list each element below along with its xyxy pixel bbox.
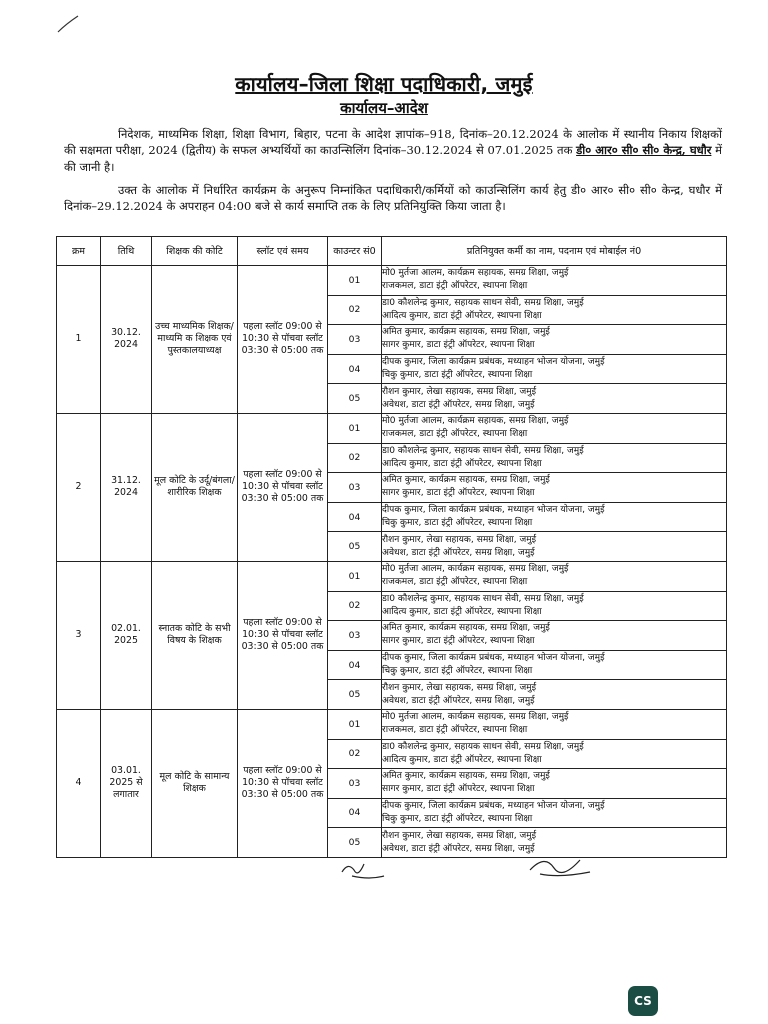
staff-cell [382, 295, 727, 325]
date-cell: 31.12. 2024 [101, 413, 152, 561]
counter-number: 05 [328, 828, 382, 858]
header-slot: स्लॉट एवं समय [238, 237, 328, 266]
staff-line: अमित कुमार, कार्यक्रम सहायक, समग्र शिक्षा, जमुई [382, 327, 550, 338]
order-heading: कार्यालय–आदेश [340, 99, 428, 117]
staff-line: रौशन कुमार, लेखा सहायक, समग्र शिक्षा, जमुई [382, 682, 537, 693]
counter-number: 04 [328, 354, 382, 384]
staff-line: अवेधश, डाटा इंट्री ऑपरेटर, समग्र शिक्षा, जमुई [382, 399, 535, 410]
table-row [57, 266, 727, 296]
staff-line: मो0 मुर्तजा आलम, कार्यक्रम सहायक, समग्र शिक्षा, जमुई [382, 416, 569, 427]
staff-cell [382, 798, 727, 828]
category-cell: स्नातक कोटि के सभी विषय के शिक्षक [152, 561, 238, 709]
staff-line: सागर कुमार, डाटा इंट्री ऑपरेटर, स्थापना शिक्षा [382, 340, 535, 351]
staff-line: आदित्य कुमार, डाटा इंट्री ऑपरेटर, स्थापना शिक्षा [382, 310, 542, 321]
staff-cell [382, 354, 727, 384]
slot-cell: पहला स्लॉट 09:00 से 10:30 से पॉचवा स्लॉट 03:30 से 05:00 तक [238, 266, 328, 414]
date-cell: 02.01. 2025 [101, 561, 152, 709]
staff-cell [382, 680, 727, 710]
slot-cell: पहला स्लॉट 09:00 से 10:30 से पॉचवा स्लॉट 03:30 से 05:00 तक [238, 561, 328, 709]
table-row [57, 561, 727, 591]
staff-line: दीपक कुमार, जिला कार्यक्रम प्रबंधक, मध्याहन भोजन योजना, जमुई [382, 653, 605, 664]
staff-cell [382, 769, 727, 799]
counter-number: 03 [328, 325, 382, 355]
staff-line: अमित कुमार, कार्यक्रम सहायक, समग्र शिक्षा, जमुई [382, 771, 550, 782]
staff-line: मो0 मुर्तजा आलम, कार्यक्रम सहायक, समग्र शिक्षा, जमुई [382, 564, 569, 575]
category-cell: उच्च माध्यमिक शिक्षक/माध्यमि क शिक्षक एवं पुस्तकालयाध्यक्ष [152, 266, 238, 414]
staff-line: चिकु कुमार, डाटा इंट्री ऑपरेटर, स्थापना शिक्षा [382, 518, 533, 529]
page-title: कार्यालय–जिला शिक्षा पदाधिकारी, जमुई [235, 72, 533, 96]
counter-number: 03 [328, 769, 382, 799]
staff-line: राजकमल, डाटा इंट्री ऑपरेटर, स्थापना शिक्षा [382, 725, 528, 736]
serial-cell: 1 [57, 266, 101, 414]
deployment-paragraph [64, 182, 722, 215]
staff-line: डा0 कौशलेन्द्र कुमार, सहायक साधन सेवी, समग्र शिक्षा, जमुई [382, 445, 584, 456]
staff-line: दीपक कुमार, जिला कार्यक्रम प्रबंधक, मध्याहन भोजन योजना, जमुई [382, 800, 605, 811]
counter-number: 02 [328, 295, 382, 325]
counter-number: 03 [328, 621, 382, 651]
staff-line: सागर कुमार, डाटा इंट्री ऑपरेटर, स्थापना शिक्षा [382, 488, 535, 499]
venue-name: डी० आर० सी० सी० केन्द्र, घधौर [576, 143, 712, 158]
staff-line: डा0 कौशलेन्द्र कुमार, सहायक साधन सेवी, समग्र शिक्षा, जमुई [382, 741, 584, 752]
staff-cell [382, 561, 727, 591]
signature [340, 850, 600, 890]
staff-line: डा0 कौशलेन्द्र कुमार, सहायक साधन सेवी, समग्र शिक्षा, जमुई [382, 297, 584, 308]
table-row [57, 709, 727, 739]
staff-line: राजकमल, डाटा इंट्री ऑपरेटर, स्थापना शिक्षा [382, 281, 528, 292]
staff-line: अमित कुमार, कार्यक्रम सहायक, समग्र शिक्षा, जमुई [382, 475, 550, 486]
staff-line: डा0 कौशलेन्द्र कुमार, सहायक साधन सेवी, समग्र शिक्षा, जमुई [382, 593, 584, 604]
staff-line: रौशन कुमार, लेखा सहायक, समग्र शिक्षा, जमुई [382, 534, 537, 545]
staff-cell [382, 473, 727, 503]
staff-line: अवेधश, डाटा इंट्री ऑपरेटर, समग्र शिक्षा, जमुई [382, 843, 535, 854]
staff-line: राजकमल, डाटा इंट्री ऑपरेटर, स्थापना शिक्षा [382, 429, 528, 440]
staff-cell [382, 591, 727, 621]
staff-cell [382, 621, 727, 651]
staff-line: दीपक कुमार, जिला कार्यक्रम प्रबंधक, मध्याहन भोजन योजना, जमुई [382, 357, 605, 368]
staff-cell [382, 502, 727, 532]
staff-line: चिकु कुमार, डाटा इंट्री ऑपरेटर, स्थापना शिक्षा [382, 813, 533, 824]
serial-cell: 2 [57, 413, 101, 561]
staff-line: अवेधश, डाटा इंट्री ऑपरेटर, समग्र शिक्षा, जमुई [382, 547, 535, 558]
staff-cell [382, 532, 727, 562]
staff-line: अमित कुमार, कार्यक्रम सहायक, समग्र शिक्षा, जमुई [382, 623, 550, 634]
table-header-row [57, 237, 727, 266]
counter-number: 05 [328, 384, 382, 414]
staff-line: चिकु कुमार, डाटा इंट्री ऑपरेटर, स्थापना शिक्षा [382, 666, 533, 677]
table-row [57, 413, 727, 443]
category-cell: मूल कोटि के सामान्य शिक्षक [152, 709, 238, 857]
staff-cell [382, 709, 727, 739]
header-serial: क्रम [57, 237, 101, 266]
staff-cell [382, 739, 727, 769]
counter-number: 04 [328, 502, 382, 532]
date-cell: 30.12. 2024 [101, 266, 152, 414]
staff-line: सागर कुमार, डाटा इंट्री ऑपरेटर, स्थापना शिक्षा [382, 784, 535, 795]
slot-cell: पहला स्लॉट 09:00 से 10:30 से पॉचवा स्लॉट 03:30 से 05:00 तक [238, 413, 328, 561]
counter-number: 04 [328, 798, 382, 828]
staff-line: दीपक कुमार, जिला कार्यक्रम प्रबंधक, मध्याहन भोजन योजना, जमुई [382, 505, 605, 516]
header-staff: प्रतिनियुक्त कर्मी का नाम, पदनाम एवं मोबाईल नं0 [382, 237, 727, 266]
counter-number: 04 [328, 650, 382, 680]
counter-number: 01 [328, 709, 382, 739]
staff-cell [382, 266, 727, 296]
camscanner-logo: CS [628, 986, 658, 1016]
staff-line: आदित्य कुमार, डाटा इंट्री ऑपरेटर, स्थापना शिक्षा [382, 458, 542, 469]
staff-cell [382, 650, 727, 680]
staff-cell [382, 443, 727, 473]
staff-line: मो0 मुर्तजा आलम, कार्यक्रम सहायक, समग्र शिक्षा, जमुई [382, 712, 569, 723]
intro-text-a: निदेशक, माध्यमिक शिक्षा, शिक्षा विभाग, बिहार, पटना के आदेश ज्ञापांक–918, दिनांक–20.12.2024 के आलोक में स्थानीय निकाय शिक्षकों की सक्षमता परीक्षा, 2024 (द्वितीय) के सफल अभ्यर्थियों का काउन्सिलिंग दिनांक–30.12.2024 से 07.01.2025 तक [64, 127, 722, 158]
table-body [57, 266, 727, 858]
counter-number: 01 [328, 266, 382, 296]
slot-cell: पहला स्लॉट 09:00 से 10:30 से पॉचवा स्लॉट 03:30 से 05:00 तक [238, 709, 328, 857]
counter-number: 02 [328, 591, 382, 621]
staff-cell [382, 413, 727, 443]
counter-number: 03 [328, 473, 382, 503]
category-cell: मूल कोटि के उर्दू/बंगला/ शारीरिक शिक्षक [152, 413, 238, 561]
staff-cell [382, 325, 727, 355]
date-cell: 03.01. 2025 से लगातार [101, 709, 152, 857]
staff-line: सागर कुमार, डाटा इंट्री ऑपरेटर, स्थापना शिक्षा [382, 636, 535, 647]
staff-line: मो0 मुर्तजा आलम, कार्यक्रम सहायक, समग्र शिक्षा, जमुई [382, 268, 569, 279]
counter-number: 02 [328, 443, 382, 473]
header-counter: काउन्टर सं0 [328, 237, 382, 266]
pen-mark [56, 14, 80, 34]
staff-line: राजकमल, डाटा इंट्री ऑपरेटर, स्थापना शिक्षा [382, 577, 528, 588]
staff-line: आदित्य कुमार, डाटा इंट्री ऑपरेटर, स्थापना शिक्षा [382, 754, 542, 765]
staff-line: अवेधश, डाटा इंट्री ऑपरेटर, समग्र शिक्षा, जमुई [382, 695, 535, 706]
intro-text-b: में की जानी है। [64, 143, 722, 174]
counter-number: 01 [328, 561, 382, 591]
counter-number: 02 [328, 739, 382, 769]
staff-line: चिकु कुमार, डाटा इंट्री ऑपरेटर, स्थापना शिक्षा [382, 370, 533, 381]
staff-cell [382, 384, 727, 414]
counter-number: 05 [328, 680, 382, 710]
serial-cell: 4 [57, 709, 101, 857]
header-category: शिक्षक की कोटि [152, 237, 238, 266]
staff-line: रौशन कुमार, लेखा सहायक, समग्र शिक्षा, जमुई [382, 830, 537, 841]
staff-line: रौशन कुमार, लेखा सहायक, समग्र शिक्षा, जमुई [382, 386, 537, 397]
deployment-text: उक्त के आलोक में निर्धारित कार्यक्रम के अनुरूप निम्नांकित पदाधिकारी/कर्मियों को काउन्सिलिंग कार्य हेतु डी० आर० सी० सी० केन्द्र, घधौर में दिनांक–29.12.2024 के अपराहन 04:00 बजे से कार्य समाप्ति तक के लिए प्रतिनियुक्ति किया जाता है। [64, 183, 722, 214]
deployment-table [56, 236, 727, 858]
serial-cell: 3 [57, 561, 101, 709]
header-date: तिथि [101, 237, 152, 266]
staff-line: आदित्य कुमार, डाटा इंट्री ऑपरेटर, स्थापना शिक्षा [382, 606, 542, 617]
counter-number: 05 [328, 532, 382, 562]
counter-number: 01 [328, 413, 382, 443]
intro-paragraph [64, 126, 722, 175]
